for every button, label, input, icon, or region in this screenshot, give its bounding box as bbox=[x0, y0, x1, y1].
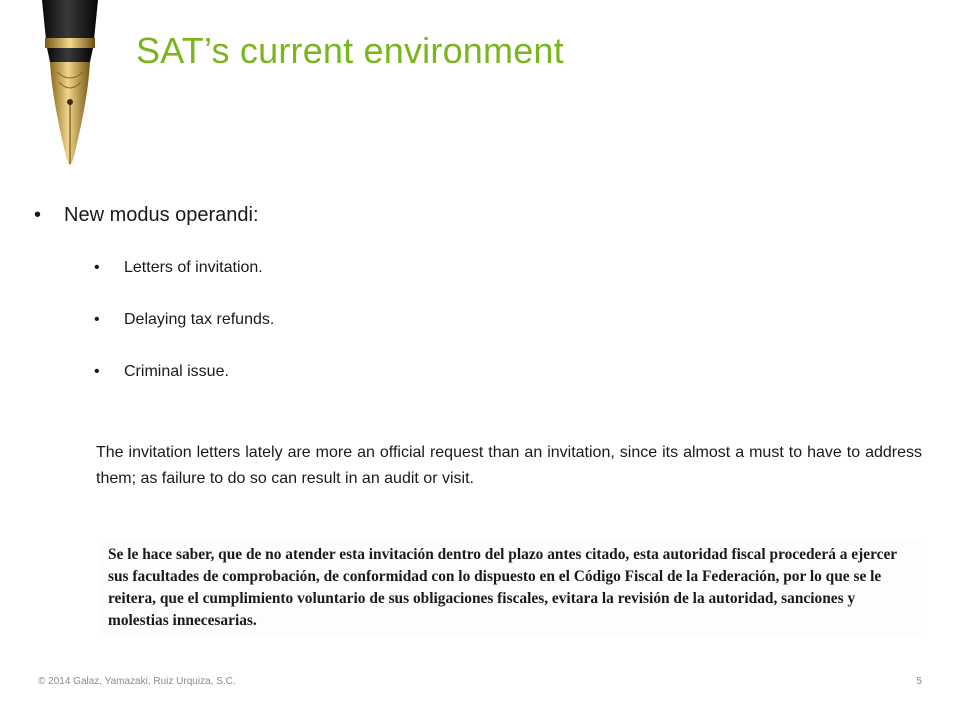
sub-bullet-text: Criminal issue. bbox=[124, 363, 229, 380]
bullet-marker: • bbox=[94, 259, 100, 276]
main-bullet-text: New modus operandi: bbox=[64, 204, 259, 226]
bullet-marker: • bbox=[94, 363, 100, 380]
quoted-letter-excerpt: Se le hace saber, que de no atender esta invitación dentro del plazo antes citado, esta autoridad fiscal procederá a ejercer sus facultades de comprobación, de conformidad con lo dispuesto en el Código Fiscal de la Federación, por lo que se le reitera, que el cumplimiento voluntario de sus obligaciones fiscales, evitara la revisión de la autoridad, sanciones y molestias innecesarias. bbox=[108, 546, 897, 629]
body-paragraph: The invitation letters lately are more an official request than an invitation, since its almost a must to have to address them; as failure to do so can result in an audit or visit. bbox=[96, 444, 922, 487]
fountain-pen-nib-icon bbox=[30, 0, 110, 170]
bullet-marker: • bbox=[34, 204, 42, 226]
sub-bullet-text: Delaying tax refunds. bbox=[124, 311, 275, 328]
footer-copyright: © 2014 Galaz, Yamazaki, Ruiz Urquiza, S.C. bbox=[38, 676, 236, 687]
page-number: 5 bbox=[916, 676, 922, 687]
sub-bullet-list bbox=[94, 258, 274, 414]
list-item bbox=[94, 310, 274, 362]
list-item bbox=[94, 362, 274, 414]
slide-title: SAT’s current environment bbox=[136, 30, 564, 71]
bullet-marker: • bbox=[94, 311, 100, 328]
list-item bbox=[94, 258, 274, 310]
main-bullet bbox=[34, 204, 259, 227]
sub-bullet-text: Letters of invitation. bbox=[124, 259, 263, 276]
